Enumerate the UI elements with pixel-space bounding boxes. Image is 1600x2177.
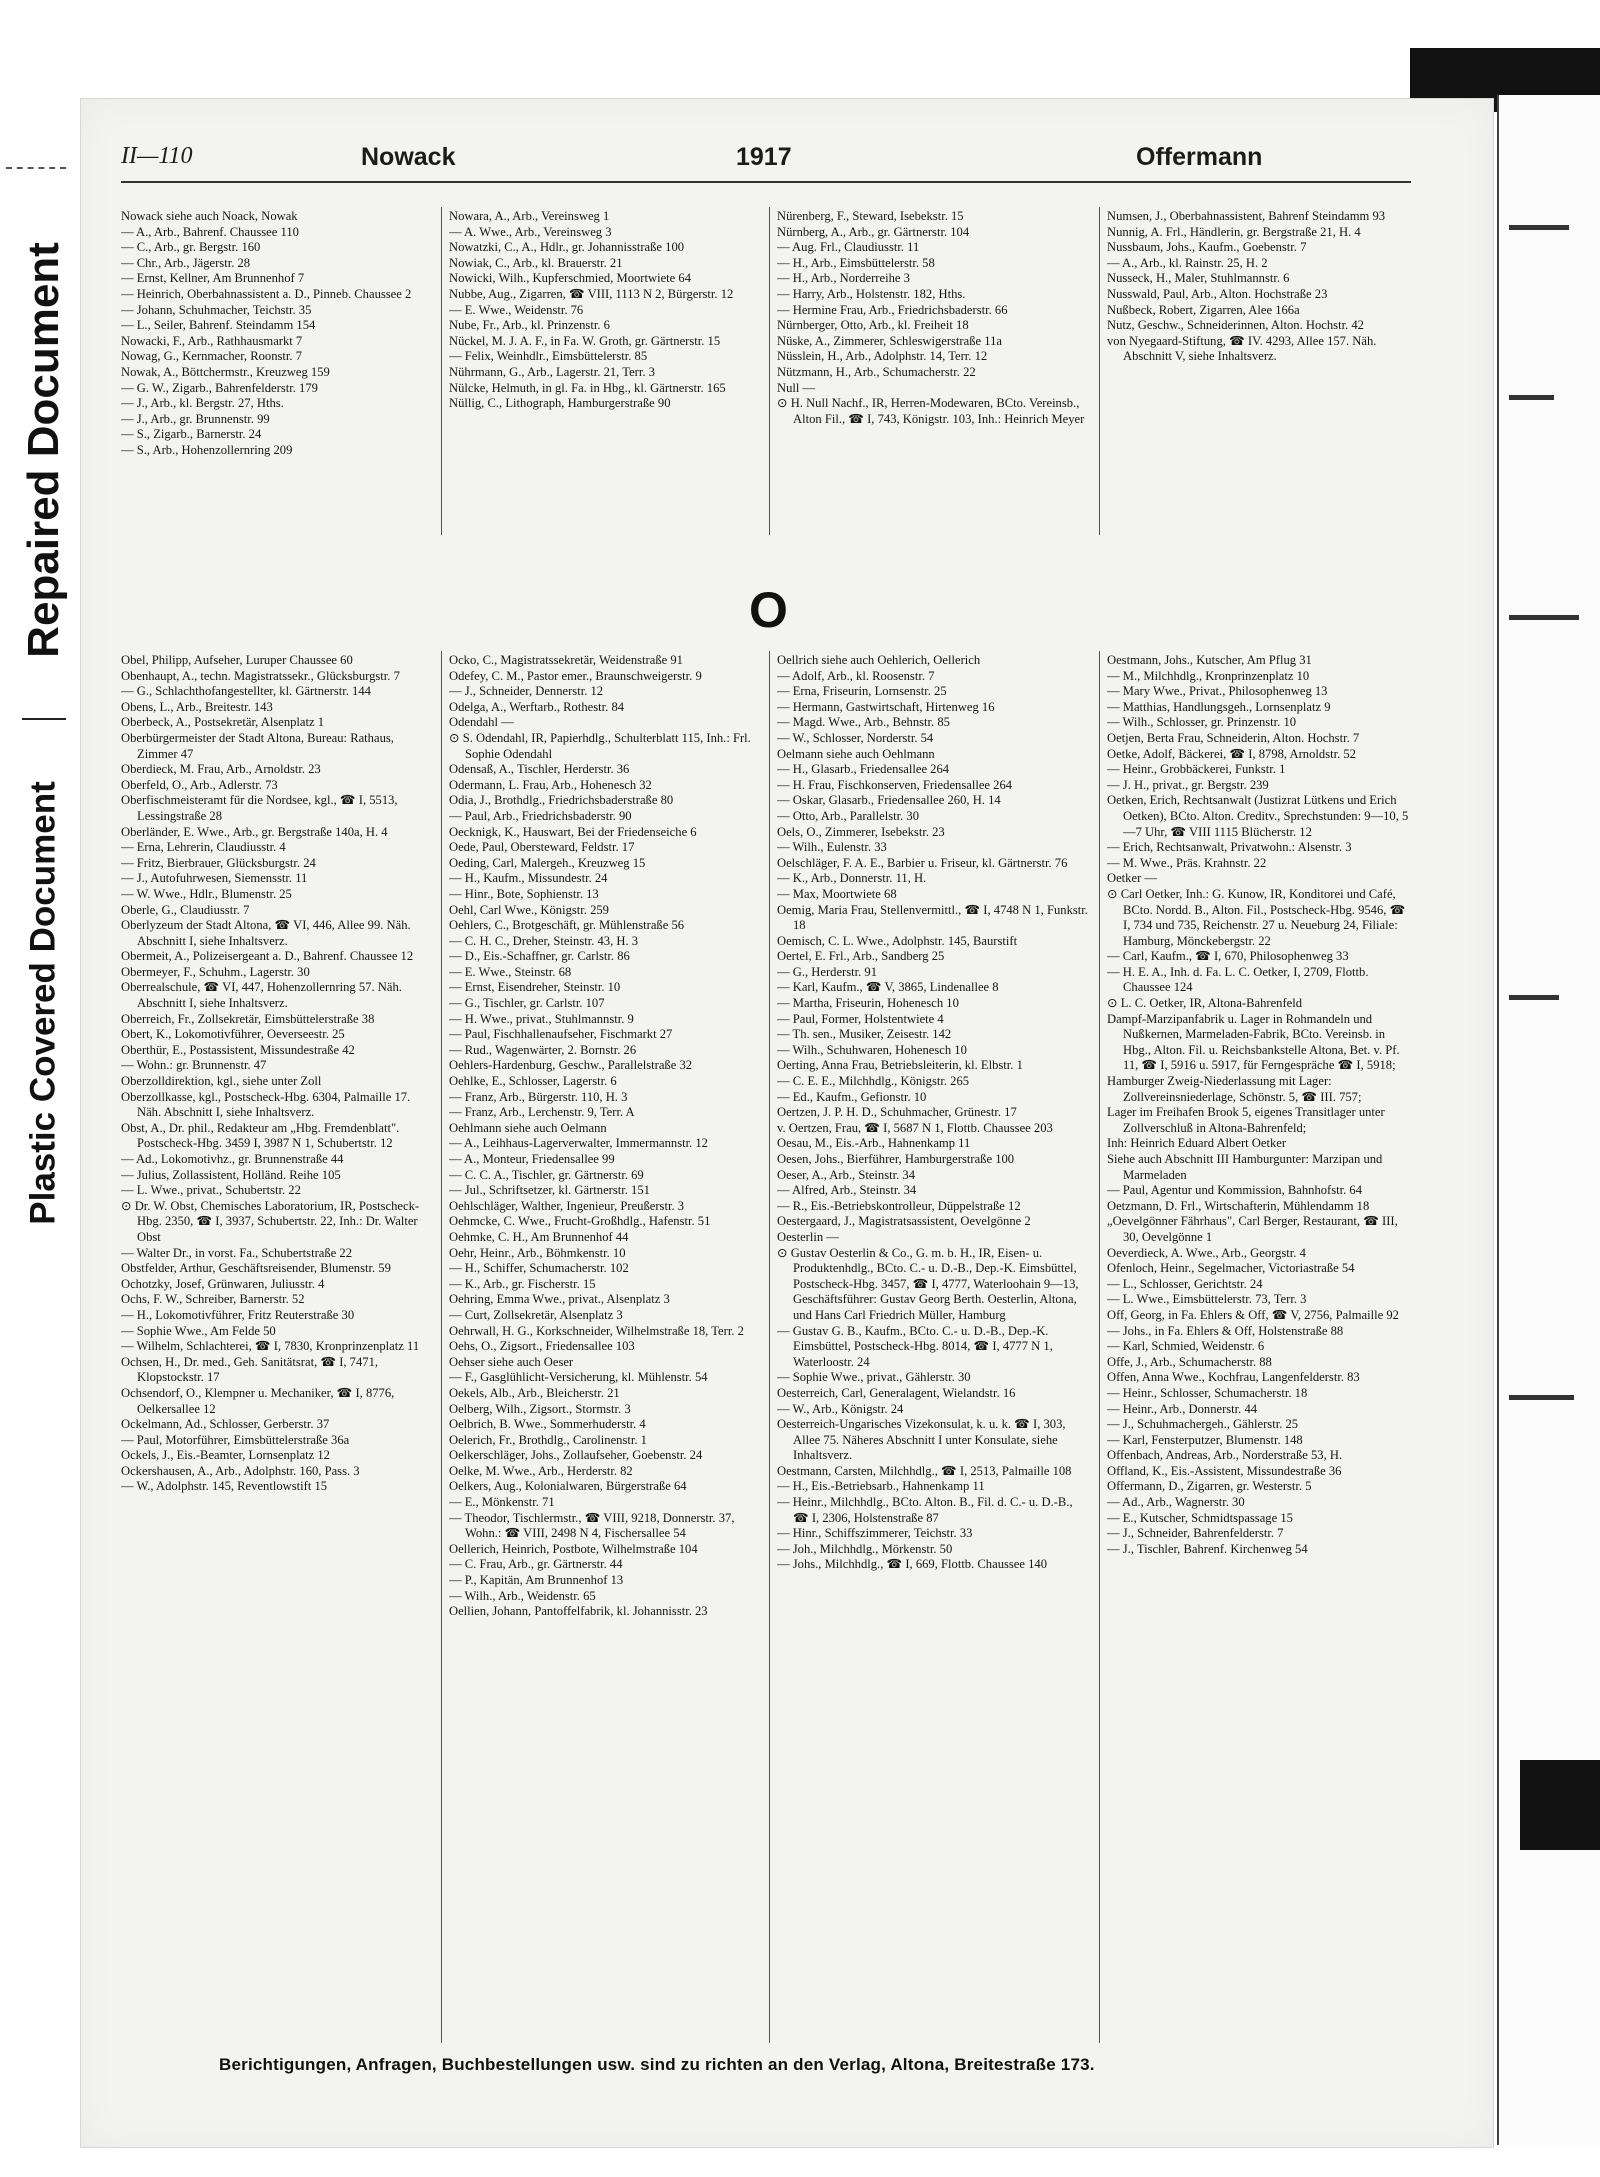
- directory-entry: — Hinr., Bote, Sophienstr. 13: [449, 886, 599, 901]
- directory-entry: ⊙ L. C. Oetker, IR, Altona-Bahrenfeld: [1107, 996, 1303, 1011]
- directory-entry: Nowack siehe auch Noack, Nowak: [121, 209, 298, 223]
- directory-entry: ⊙ Gustav Oesterlin & Co., G. m. b. H., IR, Eisen- u. Produktenhdlg., BCto. C.- u. D.-B., Dep.-K. Eimsbüttel, Postscheck-Hbg. 3457, ☎ I, 4777, Waterloohain 9—13, Geschäftsführer: Gustav Georg Berth. Oesterlin, Altona, und Hans Carl Friedrich Müller, Hamburg: [777, 1245, 1079, 1322]
- directory-entry: Oberreich, Fr., Zollsekretär, Eimsbüttelerstraße 38: [121, 1011, 375, 1026]
- directory-entry: — Carl, Kaufm., ☎ I, 670, Philosophenweg 33: [1107, 949, 1349, 964]
- directory-entry: — G., Tischler, gr. Carlstr. 107: [449, 996, 605, 1011]
- directory-entry: — Theodor, Tischlermstr., ☎ VIII, 9218, Donnerstr. 37, Wohn.: ☎ VIII, 2498 N 4, Fischersallee 54: [449, 1510, 735, 1541]
- directory-entry: Oelmann siehe auch Oehlmann: [777, 746, 935, 761]
- directory-entry: Odensaß, A., Tischler, Herderstr. 36: [449, 762, 630, 777]
- directory-entry: Ockershausen, A., Arb., Adolphstr. 160, Pass. 3: [121, 1463, 360, 1478]
- directory-entry: Obermeit, A., Polizeisergeant a. D., Bahrenf. Chaussee 12: [121, 949, 414, 964]
- directory-entry: Nowak, A., Böttchermstr., Kreuzweg 159: [121, 364, 330, 379]
- top-column-divider: [1099, 207, 1100, 535]
- directory-entry: Oelerich, Fr., Brothdlg., Carolinenstr. 1: [449, 1432, 647, 1447]
- directory-entry: — E. Wwe., Steinstr. 68: [449, 964, 572, 979]
- directory-entry: — Paul, Former, Holstentwiete 4: [777, 1011, 944, 1026]
- directory-entry: — Martha, Friseurin, Hohenesch 10: [777, 996, 959, 1011]
- directory-entry: Oellien, Johann, Pantoffelfabrik, kl. Johannisstr. 23: [449, 1604, 708, 1619]
- directory-entry: Oetke, Adolf, Bäckerei, ☎ I, 8798, Arnoldstr. 52: [1107, 746, 1356, 761]
- directory-entry: — H., Arb., Norderreihe 3: [777, 271, 910, 286]
- directory-entry: Odefey, C. M., Pastor emer., Braunschweigerstr. 9: [449, 668, 702, 683]
- directory-entry: Oertzen, J. P. H. D., Schuhmacher, Grünestr. 17: [777, 1105, 1017, 1120]
- directory-entry: — Joh., Milchhdlg., Mörkenstr. 50: [777, 1541, 953, 1556]
- directory-entry: — Julius, Zollassistent, Holländ. Reihe 105: [121, 1167, 341, 1182]
- directory-entry: — H. E. A., Inh. d. Fa. L. C. Oetker, I, 2709, Flottb. Chaussee 124: [1107, 964, 1369, 995]
- main-column-2: [449, 653, 759, 2043]
- directory-entry: — Heinrich, Oberbahnassistent a. D., Pinneb. Chaussee 2: [121, 286, 412, 301]
- directory-entry: Oetker —: [1107, 871, 1158, 886]
- directory-entry: — Hermine Frau, Arb., Friedrichsbaderstr. 66: [777, 302, 1008, 317]
- directory-entry: — Sophie Wwe., Am Felde 50: [121, 1323, 276, 1338]
- directory-entry: — Magd. Wwe., Arb., Behnstr. 85: [777, 715, 950, 730]
- directory-entry: — K., Arb., Donnerstr. 11, H.: [777, 871, 927, 886]
- repaired-document-text: Repaired Document: [19, 242, 69, 658]
- directory-entry: Nowatzki, C., A., Hdlr., gr. Johannisstraße 100: [449, 240, 685, 255]
- directory-entry: — H., Glasarb., Friedensallee 264: [777, 762, 950, 777]
- directory-entry: — Felix, Weinhdlr., Eimsbüttelerstr. 85: [449, 349, 648, 364]
- directory-entry: — W. Wwe., Hdlr., Blumenstr. 25: [121, 886, 292, 901]
- directory-entry: — Otto, Arb., Parallelstr. 30: [777, 808, 920, 823]
- directory-entry: Siehe auch Abschnitt III Hamburgunter: Marzipan und Marmeladen: [1107, 1152, 1383, 1182]
- directory-entry: Oberzolldirektion, kgl., siehe unter Zoll: [121, 1074, 322, 1089]
- directory-entry: — E., Mönkenstr. 71: [449, 1495, 555, 1510]
- directory-entry: Obel, Philipp, Aufseher, Luruper Chaussee 60: [121, 653, 353, 667]
- plastic-covered-document-text: Plastic Covered Document: [24, 781, 63, 1225]
- directory-entry: Oelberg, Wilh., Zigsort., Stormstr. 3: [449, 1401, 631, 1416]
- directory-entry: Oberlyzeum der Stadt Altona, ☎ VI, 446, Allee 99. Näh. Abschnitt I, siehe Inhaltsverz.: [121, 918, 411, 948]
- directory-entry: — Karl, Kaufm., ☎ V, 3865, Lindenallee 8: [777, 980, 999, 995]
- directory-entry: — Jul., Schriftsetzer, kl. Gärtnerstr. 151: [449, 1183, 650, 1198]
- directory-entry: — A. Wwe., Arb., Vereinsweg 3: [449, 224, 612, 239]
- directory-entry: — G. W., Zigarb., Bahrenfelderstr. 179: [121, 380, 318, 395]
- directory-entry: — C., Arb., gr. Bergstr. 160: [121, 240, 261, 255]
- directory-entry: — J., Autofuhrwesen, Siemensstr. 11: [121, 871, 308, 886]
- top-column-2: [449, 209, 759, 539]
- directory-entry: — Wilhelm, Schlachterei, ☎ I, 7830, Kronprinzenplatz 11: [121, 1339, 420, 1354]
- directory-entry: Oellrich siehe auch Oehlerich, Oellerich: [777, 653, 981, 667]
- directory-entry: von Nyegaard-Stiftung, ☎ IV. 4293, Allee 157. Näh. Abschnitt V, siehe Inhaltsverz.: [1107, 333, 1377, 364]
- page-number: II—110: [121, 143, 193, 169]
- directory-entry: — A., Monteur, Friedensallee 99: [449, 1152, 615, 1166]
- directory-entry: — J., Tischler, Bahrenf. Kirchenweg 54: [1107, 1541, 1308, 1556]
- directory-entry: — A., Arb., Bahrenf. Chaussee 110: [121, 224, 299, 239]
- page-header: [121, 143, 1411, 177]
- directory-entry: — Paul, Agentur und Kommission, Bahnhofstr. 64: [1107, 1183, 1363, 1198]
- directory-entry: — H. Frau, Fischkonserven, Friedensallee 264: [777, 777, 1013, 792]
- directory-entry: Oehlschläger, Walther, Ingenieur, Preußerstr. 3: [449, 1198, 685, 1213]
- directory-entry: Obermeyer, F., Schuhm., Lagerstr. 30: [121, 964, 310, 979]
- directory-entry: ⊙ H. Null Nachf., IR, Herren-Modewaren, BCto. Vereinsb., Alton Fil., ☎ I, 743, Königstr. 103, Inh.: Heinrich Meyer: [777, 396, 1085, 426]
- directory-entry: Oberthür, E., Postassistent, Missundestraße 42: [121, 1042, 355, 1057]
- directory-entry: Nüske, A., Zimmerer, Schleswigerstraße 11a: [777, 333, 1002, 348]
- directory-entry: „Oevelgönner Fährhaus", Carl Berger, Restaurant, ☎ III, 30, Oevelgönne 1: [1107, 1214, 1398, 1244]
- directory-entry: Obst, A., Dr. phil., Redakteur am „Hbg. Fremdenblatt". Postscheck-Hbg. 3459 I, 3987 N 1, Schubertstr. 12: [121, 1120, 400, 1151]
- directory-entry: — Rud., Wagenwärter, 2. Bornstr. 26: [449, 1042, 637, 1057]
- directory-entry: Nusseck, H., Maler, Stuhlmannstr. 6: [1107, 271, 1290, 286]
- directory-entry: — Heinr., Grobbäckerei, Funkstr. 1: [1107, 762, 1286, 777]
- directory-entry: — P., Kapitän, Am Brunnenhof 13: [449, 1573, 624, 1588]
- directory-entry: — C. Frau, Arb., gr. Gärtnerstr. 44: [449, 1557, 623, 1572]
- top-column-4: [1107, 209, 1411, 539]
- directory-entry: — W., Arb., Königstr. 24: [777, 1401, 904, 1416]
- directory-entry: — Johann, Schuhmacher, Teichstr. 35: [121, 302, 312, 317]
- directory-entry: — Franz, Arb., Bürgerstr. 110, H. 3: [449, 1089, 628, 1104]
- directory-entry: — Aug. Frl., Claudiusstr. 11: [777, 240, 920, 255]
- directory-entry: — S., Arb., Hohenzollernring 209: [121, 442, 293, 457]
- directory-entry: Nürnberger, Otto, Arb., kl. Freiheit 18: [777, 318, 969, 333]
- directory-entry: — L., Schlosser, Gerichtstr. 24: [1107, 1276, 1263, 1291]
- directory-entry: Inh: Heinrich Eduard Albert Oetker: [1107, 1136, 1287, 1151]
- top-column-divider: [441, 207, 442, 535]
- directory-entry: Nowara, A., Arb., Vereinsweg 1: [449, 209, 610, 223]
- directory-entry: Nürnberg, A., Arb., gr. Gärtnerstr. 104: [777, 224, 970, 239]
- directory-entry: Offland, K., Eis.-Assistent, Missundestraße 36: [1107, 1463, 1342, 1478]
- directory-entry: Oehmcke, C. Wwe., Frucht-Großhdlg., Hafenstr. 51: [449, 1214, 711, 1229]
- directory-entry: Nusswald, Paul, Arb., Alton. Hochstraße 23: [1107, 286, 1328, 301]
- directory-entry: Oberländer, E. Wwe., Arb., gr. Bergstraße 140a, H. 4: [121, 824, 388, 839]
- side-label-divider: [22, 718, 66, 720]
- directory-entry: — Ernst, Eisendreher, Steinstr. 10: [449, 980, 621, 995]
- directory-entry: Oestergaard, J., Magistratsassistent, Oevelgönne 2: [777, 1214, 1031, 1229]
- directory-entry: Nowag, G., Kernmacher, Roonstr. 7: [121, 349, 303, 364]
- directory-entry: — J., Schuhmachergeh., Gählerstr. 25: [1107, 1417, 1299, 1432]
- directory-entry: — Paul, Arb., Friedrichsbaderstr. 90: [449, 808, 632, 823]
- directory-entry: — Mary Wwe., Privat., Philosophenweg 13: [1107, 684, 1328, 699]
- directory-entry: Oehmke, C. H., Am Brunnenhof 44: [449, 1229, 629, 1244]
- directory-entry: Oehser siehe auch Oeser: [449, 1354, 574, 1369]
- directory-entry: Nowiak, C., Arb., kl. Brauerstr. 21: [449, 255, 623, 270]
- directory-entry: — Heinr., Arb., Donnerstr. 44: [1107, 1401, 1258, 1416]
- directory-entry: — S., Zigarb., Barnerstr. 24: [121, 427, 262, 442]
- directory-entry: Ockelmann, Ad., Schlosser, Gerberstr. 37: [121, 1417, 330, 1432]
- directory-entry: Oellerich, Heinrich, Postbote, Wilhelmstraße 104: [449, 1541, 698, 1556]
- directory-entry: — J., Arb., gr. Brunnenstr. 99: [121, 411, 270, 426]
- directory-entry: — Heinr., Schlosser, Schumacherstr. 18: [1107, 1385, 1308, 1400]
- directory-entry: — H. Wwe., privat., Stuhlmannstr. 9: [449, 1011, 634, 1026]
- directory-entry: — E., Kutscher, Schmidtspassage 15: [1107, 1510, 1293, 1525]
- directory-entry: — Karl, Fensterputzer, Blumenstr. 148: [1107, 1432, 1303, 1447]
- directory-entry: Offermann, D., Zigarren, gr. Westerstr. 5: [1107, 1479, 1312, 1494]
- repaired-document-label: [19, 190, 69, 710]
- directory-entry: Ocko, C., Magistratssekretär, Weidenstraße 91: [449, 653, 683, 667]
- scanner-black-tab-lower: [1520, 1760, 1600, 1850]
- directory-entry: — Curt, Zollsekretär, Alsenplatz 3: [449, 1307, 623, 1322]
- directory-entry: — Hermann, Gastwirtschaft, Hirtenweg 16: [777, 699, 995, 714]
- directory-entry: — Wilh., Schuhwaren, Hohenesch 10: [777, 1042, 967, 1057]
- directory-entry: Null —: [777, 380, 816, 395]
- directory-entry: — J., Arb., kl. Bergstr. 27, Hths.: [121, 396, 284, 411]
- directory-entry: — A., Leihhaus-Lagerverwalter, Immermannstr. 12: [449, 1136, 708, 1151]
- directory-entry: — Matthias, Handlungsgeh., Lornsenplatz 9: [1107, 699, 1331, 714]
- directory-entry: — C. C. A., Tischler, gr. Gärtnerstr. 69: [449, 1167, 644, 1182]
- directory-entry: Nutz, Geschw., Schneiderinnen, Alton. Hochstr. 42: [1107, 318, 1364, 333]
- directory-entry: — Paul, Fischhallenaufseher, Fischmarkt 27: [449, 1027, 673, 1042]
- directory-entry: — Chr., Arb., Jägerstr. 28: [121, 255, 251, 270]
- directory-entry: Off, Georg, in Fa. Ehlers & Off, ☎ V, 2756, Palmaille 92: [1107, 1307, 1399, 1322]
- directory-entry: — Ad., Lokomotivhz., gr. Brunnenstraße 44: [121, 1152, 344, 1166]
- directory-entry: Oehs, O., Zigsort., Friedensallee 103: [449, 1339, 635, 1354]
- directory-entry: Oels, O., Zimmerer, Isebekstr. 23: [777, 824, 945, 839]
- directory-entry: — Karl, Schmied, Weidenstr. 6: [1107, 1339, 1265, 1354]
- directory-entry: Oertel, E. Frl., Arb., Sandberg 25: [777, 949, 945, 964]
- directory-entry: Nubbe, Aug., Zigarren, ☎ VIII, 1113 N 2, Bürgerstr. 12: [449, 286, 734, 301]
- directory-entry: — D., Eis.-Schaffner, gr. Carlstr. 86: [449, 949, 630, 964]
- directory-entry: Nüsslein, H., Arb., Adolphstr. 14, Terr. 12: [777, 349, 988, 364]
- directory-entry: — Alfred, Arb., Steinstr. 34: [777, 1183, 917, 1198]
- directory-entry: Nunnig, A. Frl., Händlerin, gr. Bergstraße 21, H. 4: [1107, 224, 1361, 239]
- directory-entry: Ockels, J., Eis.-Beamter, Lornsenplatz 12: [121, 1448, 330, 1463]
- top-column-3: [777, 209, 1089, 539]
- directory-entry: — R., Eis.-Betriebskontrolleur, Düppelstraße 12: [777, 1198, 1021, 1213]
- directory-entry: — K., Arb., gr. Fischerstr. 15: [449, 1276, 596, 1291]
- section-letter: O: [749, 582, 788, 638]
- directory-entry: Offe, J., Arb., Schumacherstr. 88: [1107, 1354, 1272, 1369]
- directory-entry: — L. Wwe., privat., Schubertstr. 22: [121, 1183, 301, 1198]
- directory-entry: — Oskar, Glasarb., Friedensallee 260, H. 14: [777, 793, 1001, 808]
- directory-entry: — C. H. C., Dreher, Steinstr. 43, H. 3: [449, 933, 639, 948]
- directory-entry: — Gustav G. B., Kaufm., BCto. C.- u. D.-B., Dep.-K. Eimsbüttel, Postscheck-Hbg. 8014, ☎ I, 4777 N 1, Waterloostr. 24: [777, 1323, 1053, 1369]
- main-column-divider: [1099, 651, 1100, 2043]
- directory-entry: Odelga, A., Werftarb., Rothestr. 84: [449, 699, 625, 714]
- directory-entry: Oberfeld, O., Arb., Adlerstr. 73: [121, 777, 278, 792]
- directory-entry: Oekels, Alb., Arb., Bleicherstr. 21: [449, 1385, 620, 1400]
- directory-entry: Lager im Freihafen Brook 5, eigenes Transitlager unter Zollverschluß in Altona-Bahrenfeld;: [1107, 1105, 1385, 1135]
- directory-entry: Oehlers, C., Brotgeschäft, gr. Mühlenstraße 56: [449, 918, 685, 933]
- main-column-divider: [441, 651, 442, 2043]
- directory-entry: ⊙ Dr. W. Obst, Chemisches Laboratorium, IR, Postscheck-Hbg. 2350, ☎ I, 3937, Schubertstr. 22, Inh.: Dr. Walter Obst: [121, 1198, 420, 1244]
- directory-entry: Oesau, M., Eis.-Arb., Hahnenkamp 11: [777, 1136, 971, 1151]
- directory-entry: Oestmann, Johs., Kutscher, Am Pflug 31: [1107, 653, 1312, 667]
- directory-entry: Oehrwall, H. G., Korkschneider, Wilhelmstraße 18, Terr. 2: [449, 1323, 744, 1338]
- directory-entry: Oetzmann, D. Frl., Wirtschafterin, Mühlendamm 18: [1107, 1198, 1370, 1213]
- directory-entry: Offen, Anna Wwe., Kochfrau, Langenfelderstr. 83: [1107, 1370, 1360, 1385]
- directory-entry: Oerting, Anna Frau, Betriebsleiterin, kl. Elbstr. 1: [777, 1058, 1023, 1073]
- directory-entry: — Wilh., Schlosser, gr. Prinzenstr. 10: [1107, 715, 1297, 730]
- directory-entry: — J., Schneider, Bahrenfelderstr. 7: [1107, 1526, 1284, 1541]
- main-column-divider: [769, 651, 770, 2043]
- directory-entry: Obenhaupt, A., techn. Magistratssekr., Glücksburgstr. 7: [121, 668, 400, 683]
- directory-entry: Nüllig, C., Lithograph, Hamburgerstraße 90: [449, 396, 671, 411]
- directory-entry: — Wohn.: gr. Brunnenstr. 47: [121, 1058, 267, 1073]
- directory-entry: — Johs., in Fa. Ehlers & Off, Holstenstraße 88: [1107, 1323, 1344, 1338]
- directory-entry: Oeser, A., Arb., Steinstr. 34: [777, 1167, 916, 1182]
- directory-entry: — Ed., Kaufm., Gefionstr. 10: [777, 1089, 927, 1104]
- directory-entry: Nube, Fr., Arb., kl. Prinzenstr. 6: [449, 318, 610, 333]
- directory-entry: Ofenloch, Heinr., Segelmacher, Victoriastraße 54: [1107, 1261, 1355, 1276]
- directory-entry: Nußbeck, Robert, Zigarren, Alee 166a: [1107, 302, 1300, 317]
- directory-entry: — W., Adolphstr. 145, Reventlowstift 15: [121, 1479, 328, 1494]
- directory-entry: Oberle, G., Claudiusstr. 7: [121, 902, 250, 917]
- directory-entry: Oecknigk, K., Hauswart, Bei der Friedenseiche 6: [449, 824, 697, 839]
- directory-entry: Oesterreich-Ungarisches Vizekonsulat, k. u. k. ☎ I, 303, Allee 75. Näheres Abschnitt I unter Konsulate, siehe Inhaltsverz.: [777, 1417, 1066, 1463]
- directory-entry: — Erna, Lehrerin, Claudiusstr. 4: [121, 840, 286, 855]
- directory-entry: Oehr, Heinr., Arb., Böhmkenstr. 10: [449, 1245, 626, 1260]
- directory-entry: Oemig, Maria Frau, Stellenvermittl., ☎ I, 4748 N 1, Funkstr. 18: [777, 902, 1088, 933]
- directory-entry: — E. Wwe., Weidenstr. 76: [449, 302, 584, 317]
- directory-entry: — L., Seiler, Bahrenf. Steindamm 154: [121, 318, 316, 333]
- directory-entry: — G., Schlachthofangestellter, kl. Gärtnerstr. 144: [121, 684, 371, 699]
- directory-entry: — Hinr., Schiffszimmerer, Teichstr. 33: [777, 1526, 973, 1541]
- directory-entry: — H., Lokomotivführer, Fritz Reuterstraße 30: [121, 1307, 355, 1322]
- directory-entry: — Erich, Rechtsanwalt, Privatwohn.: Alsenstr. 3: [1107, 840, 1352, 855]
- directory-entry: Nussbaum, Johs., Kaufm., Goebenstr. 7: [1107, 240, 1307, 255]
- directory-entry: Offenbach, Andreas, Arb., Norderstraße 53, H.: [1107, 1448, 1343, 1463]
- directory-entry: — Sophie Wwe., privat., Gählerstr. 30: [777, 1370, 971, 1385]
- directory-entry: Oetjen, Berta Frau, Schneiderin, Alton. Hochstr. 7: [1107, 730, 1360, 745]
- directory-entry: Odia, J., Brothdlg., Friedrichsbaderstraße 80: [449, 793, 674, 808]
- directory-entry: Oesterlin —: [777, 1229, 839, 1244]
- directory-entry: — Paul, Motorführer, Eimsbüttelerstraße 36a: [121, 1432, 350, 1447]
- directory-entry: Oehlke, E., Schlosser, Lagerstr. 6: [449, 1074, 617, 1089]
- directory-entry: — Ad., Arb., Wagnerstr. 30: [1107, 1495, 1245, 1510]
- header-right-word: Offermann: [1136, 143, 1263, 171]
- directory-entry: Oeverdieck, A. Wwe., Arb., Georgstr. 4: [1107, 1245, 1306, 1260]
- directory-entry: Nückel, M. J. A. F., in Fa. W. Groth, gr. Gärtnerstr. 15: [449, 333, 721, 348]
- directory-entry: Nülcke, Helmuth, in gl. Fa. in Hbg., kl. Gärtnerstr. 165: [449, 380, 726, 395]
- directory-entry: — J. H., privat., gr. Bergstr. 239: [1107, 777, 1269, 792]
- directory-entry: Oberbürgermeister der Stadt Altona, Bureau: Rathaus, Zimmer 47: [121, 730, 394, 761]
- plastic-covered-document-label: [22, 738, 66, 1268]
- directory-entry: — Erna, Friseurin, Lornsenstr. 25: [777, 684, 947, 699]
- directory-entry: Oehlers-Hardenburg, Geschw., Parallelstraße 32: [449, 1058, 693, 1073]
- directory-entry: Ochsendorf, O., Klempner u. Mechaniker, ☎ I, 8776, Oelkersallee 12: [121, 1385, 395, 1416]
- directory-entry: — W., Schlosser, Norderstr. 54: [777, 730, 934, 745]
- directory-entry: — Johs., Milchhdlg., ☎ I, 669, Flottb. Chaussee 140: [777, 1557, 1048, 1572]
- directory-entry: — L. Wwe., Eimsbüttelerstr. 73, Terr. 3: [1107, 1292, 1307, 1307]
- main-column-1: [121, 653, 431, 2043]
- directory-entry: — Walter Dr., in vorst. Fa., Schubertstraße 22: [121, 1245, 352, 1260]
- directory-entry: ⊙ Carl Oetker, Inh.: G. Kunow, IR, Konditorei und Café, BCto. Nordd. B., Alton. Fil., Postscheck-Hbg. 9546, ☎ I, 734 und 735, Reichenstr. 27 u. Neueburg 24, Filiale: Hamburg, Mönckebergstr. 22: [1107, 886, 1406, 948]
- directory-entry: Obstfelder, Arthur, Geschäftsreisender, Blumenstr. 59: [121, 1261, 391, 1276]
- directory-entry: — A., Arb., kl. Rainstr. 25, H. 2: [1107, 255, 1268, 270]
- directory-entry: Nowicki, Wilh., Kupferschmied, Moortwiete 64: [449, 271, 691, 286]
- directory-entry: Oeding, Carl, Malergeh., Kreuzweg 15: [449, 855, 646, 870]
- directory-entry: — Heinr., Milchhdlg., BCto. Alton. B., Fil. d. C.- u. D.-B., ☎ I, 2306, Holstenstraße 87: [777, 1495, 1073, 1525]
- main-column-4: [1107, 653, 1411, 2043]
- directory-entry: — Franz, Arb., Lerchenstr. 9, Terr. A: [449, 1105, 635, 1120]
- directory-entry: Ochs, F. W., Schreiber, Barnerstr. 52: [121, 1292, 305, 1307]
- header-rule: [121, 181, 1411, 183]
- directory-entry: Oelschläger, F. A. E., Barbier u. Friseur, kl. Gärtnerstr. 76: [777, 855, 1068, 870]
- directory-entry: Nowacki, F., Arb., Rathhausmarkt 7: [121, 333, 303, 348]
- directory-entry: Oehlmann siehe auch Oelmann: [449, 1120, 607, 1135]
- directory-entry: Oesterreich, Carl, Generalagent, Wielandstr. 16: [777, 1385, 1016, 1400]
- directory-entry: Oesen, Johs., Bierführer, Hamburgerstraße 100: [777, 1152, 1015, 1166]
- directory-entry: Oehring, Emma Wwe., privat., Alsenplatz 3: [449, 1292, 670, 1307]
- directory-entry: ⊙ S. Odendahl, IR, Papierhdlg., Schulterblatt 115, Inh.: Frl. Sophie Odendahl: [449, 730, 751, 761]
- directory-entry: Oberzollkasse, kgl., Postscheck-Hbg. 6304, Palmaille 17. Näh. Abschnitt I, siehe Inhaltsverz.: [121, 1089, 411, 1120]
- directory-entry: — Harry, Arb., Holstenstr. 182, Hths.: [777, 286, 966, 301]
- directory-entry: Oberbeck, A., Postsekretär, Alsenplatz 1: [121, 715, 325, 730]
- directory-entry: Oetken, Erich, Rechtsanwalt (Justizrat Lütkens und Erich Oetken), BCto. Alton. Creditv., Sprechstunden: 9—10, 5—7 Uhr, ☎ VIII 1115 Blücherstr. 12: [1107, 793, 1409, 839]
- directory-entry: — M. Wwe., Präs. Krahnstr. 22: [1107, 855, 1267, 870]
- top-column-1: [121, 209, 431, 539]
- directory-entry: — J., Schneider, Dennerstr. 12: [449, 684, 604, 699]
- directory-entry: Obert, K., Lokomotivführer, Oeverseestr. 25: [121, 1027, 345, 1042]
- directory-entry: Ochotzky, Josef, Grünwaren, Juliusstr. 4: [121, 1276, 325, 1291]
- directory-entry: Nützmann, H., Arb., Schumacherstr. 22: [777, 364, 976, 379]
- directory-entry: — F., Gasglühlicht-Versicherung, kl. Mühlenstr. 54: [449, 1370, 708, 1385]
- directory-entry: Oelkers, Aug., Kolonialwaren, Bürgerstraße 64: [449, 1479, 687, 1494]
- directory-entry: Oestmann, Carsten, Milchhdlg., ☎ I, 2513, Palmaille 108: [777, 1463, 1072, 1478]
- top-column-divider: [769, 207, 770, 535]
- directory-entry: Nürenberg, F., Steward, Isebekstr. 15: [777, 209, 964, 223]
- directory-entry: Oemisch, C. L. Wwe., Adolphstr. 145, Baurstift: [777, 933, 1018, 948]
- directory-entry: — Th. sen., Musiker, Zeisestr. 142: [777, 1027, 952, 1042]
- directory-entry: — M., Milchhdlg., Kronprinzenplatz 10: [1107, 668, 1310, 683]
- directory-entry: Dampf-Marzipanfabrik u. Lager in Rohmandeln und Nußkernen, Marmeladen-Fabrik, BCto. Vereinsb. in Hbg., Alton. Fil. u. Reichsbankstelle Altona, Bet. v. Pf. 11, ☎ I, 5916 u. 5917, für Ferngespräche ☎ I, 5918;: [1107, 1011, 1400, 1073]
- header-left-word: Nowack: [361, 143, 456, 171]
- directory-page: [80, 98, 1494, 2148]
- directory-entry: Odendahl —: [449, 715, 514, 730]
- directory-entry: — Max, Moortwiete 68: [777, 886, 897, 901]
- directory-entry: — H., Schiffer, Schumacherstr. 102: [449, 1261, 629, 1276]
- directory-entry: Oelke, M. Wwe., Arb., Herderstr. 82: [449, 1463, 633, 1478]
- directory-entry: — H., Eis.-Betriebsarb., Hahnenkamp 11: [777, 1479, 985, 1494]
- directory-entry: — Fritz, Bierbrauer, Glücksburgstr. 24: [121, 855, 316, 870]
- directory-entry: — H., Arb., Eimsbüttelerstr. 58: [777, 255, 935, 270]
- directory-entry: v. Oertzen, Frau, ☎ I, 5687 N 1, Flottb. Chaussee 203: [777, 1120, 1053, 1135]
- crop-mark-dashes: [6, 167, 66, 169]
- page-footer: Berichtigungen, Anfragen, Buchbestellungen usw. sind zu richten an den Verlag, Altona, Breitestraße 173.: [219, 2055, 1095, 2074]
- directory-entry: Numsen, J., Oberbahnassistent, Bahrenf Steindamm 93: [1107, 209, 1386, 223]
- directory-entry: — C. E. E., Milchhdlg., Königstr. 265: [777, 1074, 970, 1089]
- directory-entry: — G., Herderstr. 91: [777, 964, 878, 979]
- directory-entry: Ochsen, H., Dr. med., Geh. Sanitätsrat, ☎ I, 7471, Klopstockstr. 17: [121, 1354, 379, 1385]
- header-year: 1917: [736, 143, 792, 171]
- directory-entry: Oede, Paul, Obersteward, Feldstr. 17: [449, 840, 635, 855]
- directory-entry: Oberdieck, M. Frau, Arb., Arnoldstr. 23: [121, 762, 321, 777]
- directory-entry: — H., Kaufm., Missundestr. 24: [449, 871, 608, 886]
- main-column-3: [777, 653, 1089, 2043]
- directory-entry: — Ernst, Kellner, Am Brunnenhof 7: [121, 271, 305, 286]
- directory-entry: Odermann, L. Frau, Arb., Hohenesch 32: [449, 777, 652, 792]
- directory-entry: Nührmann, G., Arb., Lagerstr. 21, Terr. 3: [449, 364, 655, 379]
- directory-entry: — Wilh., Arb., Weidenstr. 65: [449, 1588, 596, 1603]
- directory-entry: Oberfischmeisteramt für die Nordsee, kgl., ☎ I, 5513, Lessingstraße 28: [121, 793, 398, 823]
- directory-entry: Obens, L., Arb., Breitestr. 143: [121, 699, 273, 714]
- directory-entry: Oberrealschule, ☎ VI, 447, Hohenzollernring 57. Näh. Abschnitt I, siehe Inhaltsverz.: [121, 980, 402, 1011]
- directory-entry: — Wilh., Eulenstr. 33: [777, 840, 887, 855]
- directory-entry: Oelbrich, B. Wwe., Sommerhuderstr. 4: [449, 1417, 646, 1432]
- directory-entry: — Adolf, Arb., kl. Roosenstr. 7: [777, 668, 935, 683]
- directory-entry: Hamburger Zweig-Niederlassung mit Lager: Zollvereinsniederlage, Schönstr. 5, ☎ III. 757;: [1107, 1074, 1362, 1104]
- directory-entry: Oelkerschläger, Johs., Zollaufseher, Goebenstr. 24: [449, 1448, 703, 1463]
- directory-entry: Oehl, Carl Wwe., Königstr. 259: [449, 902, 609, 917]
